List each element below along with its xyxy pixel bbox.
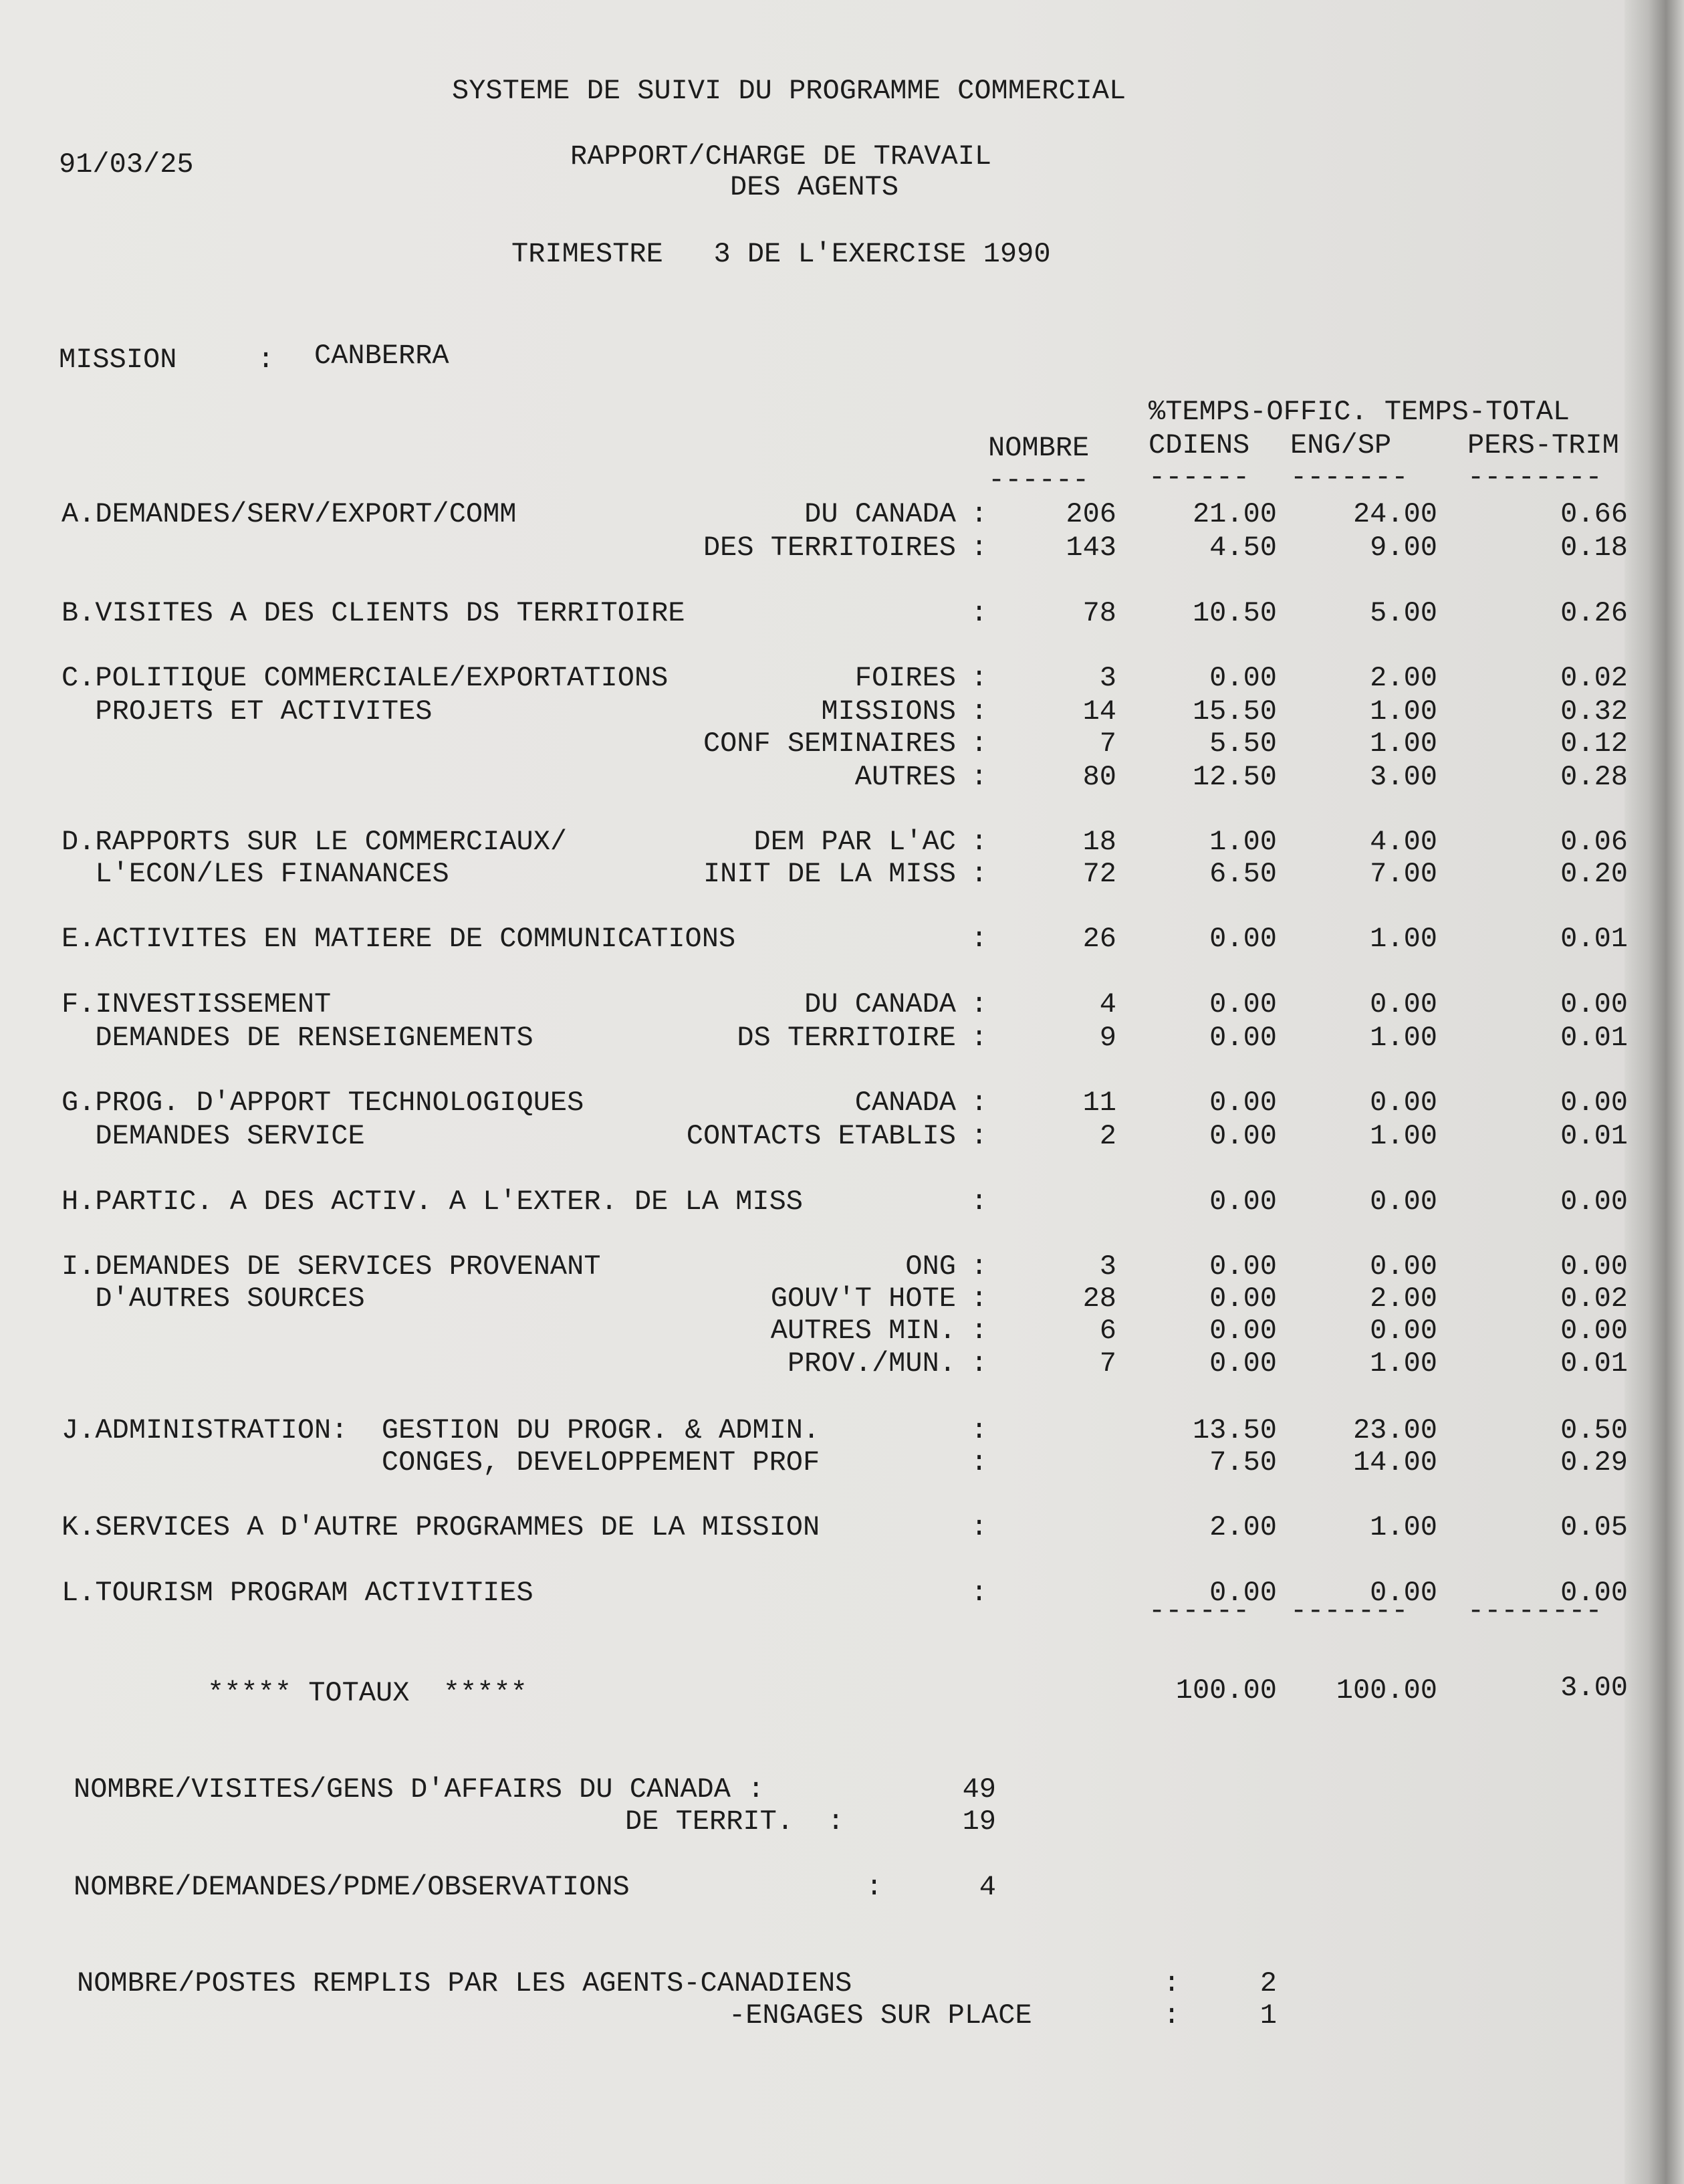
row-temps-cdiens: 10.50 [1192, 597, 1277, 629]
row-temps-pers-trim: 0.00 [1560, 1315, 1628, 1347]
row-colon: : [971, 728, 988, 760]
row-temps-pers-trim: 0.02 [1560, 1283, 1628, 1315]
engages-value: 1 [1259, 1999, 1277, 2032]
row-temps-cdiens: 4.50 [1209, 532, 1277, 564]
row-temps-pers-trim: 0.00 [1560, 1250, 1628, 1283]
row-temps-engsp: 1.00 [1370, 1511, 1437, 1543]
demandes-value: 4 [979, 1871, 996, 1903]
row-subcategory: AUTRES MIN. [770, 1315, 956, 1347]
row-category: B.VISITES A DES CLIENTS DS TERRITOIRE [62, 597, 685, 629]
mission-value: CANBERRA [314, 340, 449, 372]
row-temps-engsp: 2.00 [1370, 662, 1437, 694]
report-system-title: SYSTEME DE SUIVI DU PROGRAMME COMMERCIAL [452, 75, 1126, 107]
totals-rule-cdiens: ------ [1149, 1595, 1250, 1627]
totals-label: ***** TOTAUX ***** [207, 1677, 527, 1709]
row-nombre: 3 [1099, 1250, 1116, 1283]
row-colon: : [971, 597, 988, 629]
row-temps-engsp: 1.00 [1370, 1347, 1437, 1380]
row-subcategory: FOIRES [854, 662, 956, 694]
row-nombre: 80 [1082, 761, 1116, 793]
row-temps-pers-trim: 0.02 [1560, 662, 1628, 694]
report-title-line2: DES AGENTS [730, 171, 899, 203]
row-temps-engsp: 7.00 [1370, 858, 1437, 890]
row-category: CONGES, DEVELOPPEMENT PROF [62, 1446, 820, 1479]
row-subcategory: DS TERRITOIRE [737, 1022, 956, 1054]
row-temps-engsp: 24.00 [1352, 498, 1437, 530]
row-temps-cdiens: 21.00 [1192, 498, 1277, 530]
row-colon: : [971, 923, 988, 955]
row-temps-engsp: 0.00 [1370, 1250, 1437, 1283]
row-colon: : [971, 1283, 988, 1315]
row-temps-cdiens: 6.50 [1209, 858, 1277, 890]
row-colon: : [971, 761, 988, 793]
row-category: L'ECON/LES FINANANCES [62, 858, 449, 890]
row-category: F.INVESTISSEMENT [62, 988, 332, 1020]
row-nombre: 72 [1082, 858, 1116, 890]
totals-engsp: 100.00 [1336, 1674, 1437, 1707]
column-rule-cdiens: ------ [1149, 461, 1250, 494]
row-colon: : [971, 1414, 988, 1446]
row-colon: : [971, 1250, 988, 1283]
column-rule-engsp: ------- [1290, 461, 1409, 494]
row-temps-pers-trim: 0.01 [1560, 923, 1628, 955]
row-colon: : [971, 858, 988, 890]
row-temps-engsp: 3.00 [1370, 761, 1437, 793]
row-category: H.PARTIC. A DES ACTIV. A L'EXTER. DE LA MISS [62, 1186, 803, 1218]
row-temps-engsp: 1.00 [1370, 1120, 1437, 1152]
row-temps-cdiens: 0.00 [1209, 662, 1277, 694]
row-colon: : [971, 1347, 988, 1380]
row-category: G.PROG. D'APPORT TECHNOLOGIQUES [62, 1087, 584, 1119]
row-nombre: 143 [1066, 532, 1116, 564]
row-category: E.ACTIVITES EN MATIERE DE COMMUNICATIONS [62, 923, 736, 955]
row-temps-pers-trim: 0.01 [1560, 1120, 1628, 1152]
row-colon: : [971, 1577, 988, 1609]
demandes-colon: : [866, 1871, 883, 1903]
row-temps-cdiens: 1.00 [1209, 826, 1277, 858]
row-temps-engsp: 0.00 [1370, 1577, 1437, 1609]
row-temps-engsp: 0.00 [1370, 988, 1437, 1020]
report-period: TRIMESTRE 3 DE L'EXERCISE 1990 [511, 238, 1051, 270]
row-category: PROJETS ET ACTIVITES [62, 695, 433, 728]
column-rule-nombre: ------ [988, 464, 1090, 496]
visits-canada-value: 49 [962, 1773, 996, 1806]
row-colon: : [971, 662, 988, 694]
row-temps-pers-trim: 0.05 [1560, 1511, 1628, 1543]
postes-value: 2 [1259, 1967, 1277, 1999]
row-temps-cdiens: 5.50 [1209, 728, 1277, 760]
row-subcategory: CONF SEMINAIRES [703, 728, 956, 760]
postes-label: NOMBRE/POSTES REMPLIS PAR LES AGENTS-CANADIENS [77, 1967, 852, 1999]
report-title-line1: RAPPORT/CHARGE DE TRAVAIL [570, 140, 992, 173]
engages-colon: : [1163, 1999, 1181, 2032]
report-date: 91/03/25 [59, 148, 194, 181]
row-temps-engsp: 14.00 [1352, 1446, 1437, 1479]
mission-label: MISSION [59, 344, 177, 376]
row-colon: : [971, 498, 988, 530]
row-temps-engsp: 5.00 [1370, 597, 1437, 629]
row-temps-pers-trim: 0.06 [1560, 826, 1628, 858]
row-colon: : [971, 695, 988, 728]
row-temps-cdiens: 0.00 [1209, 1120, 1277, 1152]
row-subcategory: DES TERRITOIRES [703, 532, 956, 564]
row-temps-cdiens: 7.50 [1209, 1446, 1277, 1479]
row-subcategory: DEM PAR L'AC [753, 826, 956, 858]
row-subcategory: CONTACTS ETABLIS [686, 1120, 956, 1152]
row-category: D.RAPPORTS SUR LE COMMERCIAUX/ [62, 826, 568, 858]
row-temps-cdiens: 15.50 [1192, 695, 1277, 728]
row-temps-pers-trim: 0.32 [1560, 695, 1628, 728]
row-colon: : [971, 1186, 988, 1218]
row-subcategory: DU CANADA [804, 498, 956, 530]
visits-territ-value: 19 [962, 1806, 996, 1838]
row-temps-engsp: 0.00 [1370, 1315, 1437, 1347]
row-nombre: 4 [1099, 988, 1116, 1020]
row-temps-engsp: 4.00 [1370, 826, 1437, 858]
engages-label: -ENGAGES SUR PLACE [729, 1999, 1032, 2032]
row-temps-cdiens: 0.00 [1209, 1283, 1277, 1315]
row-colon: : [971, 1022, 988, 1054]
row-temps-engsp: 1.00 [1370, 695, 1437, 728]
row-nombre: 6 [1099, 1315, 1116, 1347]
row-temps-cdiens: 0.00 [1209, 923, 1277, 955]
demandes-label: NOMBRE/DEMANDES/PDME/OBSERVATIONS [74, 1871, 630, 1903]
row-nombre: 18 [1082, 826, 1116, 858]
row-temps-engsp: 2.00 [1370, 1283, 1437, 1315]
row-temps-engsp: 0.00 [1370, 1186, 1437, 1218]
row-subcategory: AUTRES [854, 761, 956, 793]
row-nombre: 7 [1099, 1347, 1116, 1380]
row-category: D'AUTRES SOURCES [62, 1283, 365, 1315]
row-temps-pers-trim: 0.01 [1560, 1022, 1628, 1054]
row-category: I.DEMANDES DE SERVICES PROVENANT [62, 1250, 601, 1283]
column-rule-perstrim: -------- [1467, 461, 1602, 494]
row-temps-pers-trim: 0.00 [1560, 1186, 1628, 1218]
row-category: C.POLITIQUE COMMERCIALE/EXPORTATIONS [62, 662, 669, 694]
row-subcategory: PROV./MUN. [787, 1347, 956, 1380]
row-category: DEMANDES DE RENSEIGNEMENTS [62, 1022, 533, 1054]
totals-rule-engsp: ------- [1290, 1595, 1409, 1627]
row-temps-cdiens: 0.00 [1209, 1022, 1277, 1054]
row-category: DEMANDES SERVICE [62, 1120, 365, 1152]
row-temps-pers-trim: 0.18 [1560, 532, 1628, 564]
row-nombre: 9 [1099, 1022, 1116, 1054]
postes-colon: : [1163, 1967, 1181, 1999]
totals-rule-perstrim: -------- [1467, 1595, 1602, 1627]
row-temps-cdiens: 0.00 [1209, 1347, 1277, 1380]
row-category: K.SERVICES A D'AUTRE PROGRAMMES DE LA MISSION [62, 1511, 820, 1543]
row-colon: : [971, 1315, 988, 1347]
row-temps-engsp: 0.00 [1370, 1087, 1437, 1119]
row-temps-engsp: 1.00 [1370, 1022, 1437, 1054]
row-subcategory: CANADA [854, 1087, 956, 1119]
row-nombre: 7 [1099, 728, 1116, 760]
row-temps-engsp: 1.00 [1370, 728, 1437, 760]
row-temps-cdiens: 0.00 [1209, 988, 1277, 1020]
row-nombre: 26 [1082, 923, 1116, 955]
row-nombre: 78 [1082, 597, 1116, 629]
row-nombre: 14 [1082, 695, 1116, 728]
row-colon: : [971, 988, 988, 1020]
row-nombre: 206 [1066, 498, 1116, 530]
row-temps-pers-trim: 0.28 [1560, 761, 1628, 793]
row-temps-pers-trim: 0.66 [1560, 498, 1628, 530]
row-colon: : [971, 532, 988, 564]
row-temps-pers-trim: 0.01 [1560, 1347, 1628, 1380]
visits-canada-label: NOMBRE/VISITES/GENS D'AFFAIRS DU CANADA : [74, 1773, 765, 1806]
row-temps-cdiens: 0.00 [1209, 1250, 1277, 1283]
row-temps-pers-trim: 0.00 [1560, 1087, 1628, 1119]
row-temps-cdiens: 0.00 [1209, 1186, 1277, 1218]
row-temps-pers-trim: 0.00 [1560, 988, 1628, 1020]
row-subcategory: INIT DE LA MISS [703, 858, 956, 890]
row-category: A.DEMANDES/SERV/EXPORT/COMM [62, 498, 517, 530]
column-header-perstrim: PERS-TRIM [1467, 429, 1619, 461]
row-colon: : [971, 1120, 988, 1152]
row-category: L.TOURISM PROGRAM ACTIVITIES [62, 1577, 533, 1609]
row-nombre: 11 [1082, 1087, 1116, 1119]
visits-territ-label: DE TERRIT. : [625, 1806, 844, 1838]
row-nombre: 2 [1099, 1120, 1116, 1152]
row-colon: : [971, 1446, 988, 1479]
row-category: J.ADMINISTRATION: GESTION DU PROGR. & ADMIN. [62, 1414, 820, 1446]
row-nombre: 3 [1099, 662, 1116, 694]
row-subcategory: GOUV'T HOTE [770, 1283, 956, 1315]
totals-perstrim: 3.00 [1560, 1672, 1628, 1704]
row-temps-engsp: 1.00 [1370, 923, 1437, 955]
mission-colon: : [257, 344, 275, 376]
row-subcategory: DU CANADA [804, 988, 956, 1020]
row-temps-pers-trim: 0.29 [1560, 1446, 1628, 1479]
totals-cdiens: 100.00 [1175, 1674, 1277, 1707]
row-temps-cdiens: 0.00 [1209, 1577, 1277, 1609]
row-temps-cdiens: 2.00 [1209, 1511, 1277, 1543]
page-edge-shadow [1625, 0, 1684, 2184]
row-temps-pers-trim: 0.26 [1560, 597, 1628, 629]
row-temps-engsp: 23.00 [1352, 1414, 1437, 1446]
column-header-nombre: NOMBRE [988, 432, 1090, 464]
column-header-engsp: ENG/SP [1290, 429, 1392, 461]
row-temps-cdiens: 0.00 [1209, 1087, 1277, 1119]
row-subcategory: ONG [905, 1250, 956, 1283]
row-temps-pers-trim: 0.12 [1560, 728, 1628, 760]
row-temps-cdiens: 13.50 [1192, 1414, 1277, 1446]
column-group-header: %TEMPS-OFFIC. TEMPS-TOTAL [1149, 396, 1570, 428]
row-temps-engsp: 9.00 [1370, 532, 1437, 564]
row-temps-pers-trim: 0.50 [1560, 1414, 1628, 1446]
row-temps-pers-trim: 0.20 [1560, 858, 1628, 890]
row-temps-cdiens: 0.00 [1209, 1315, 1277, 1347]
row-colon: : [971, 1087, 988, 1119]
row-temps-cdiens: 12.50 [1192, 761, 1277, 793]
row-colon: : [971, 1511, 988, 1543]
row-temps-pers-trim: 0.00 [1560, 1577, 1628, 1609]
row-colon: : [971, 826, 988, 858]
column-header-cdiens: CDIENS [1149, 429, 1250, 461]
row-nombre: 28 [1082, 1283, 1116, 1315]
row-subcategory: MISSIONS [821, 695, 956, 728]
